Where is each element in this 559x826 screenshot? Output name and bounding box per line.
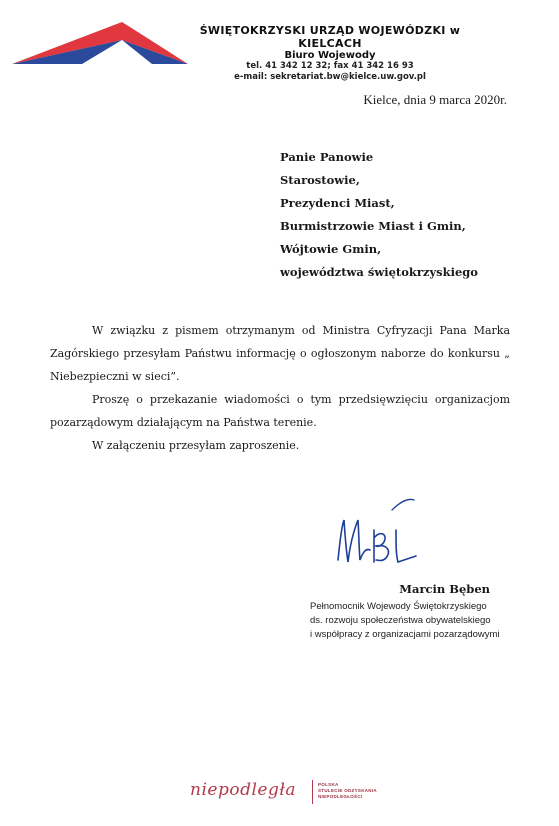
body-paragraph: W załączeniu przesyłam zaproszenie. — [92, 439, 300, 452]
signer-name: Marcin Bęben — [399, 582, 490, 596]
letter-date: Kielce, dnia 9 marca 2020r. — [363, 92, 507, 107]
recipient-line: Panie Panowie — [280, 150, 374, 164]
signer-block — [300, 582, 500, 642]
email-address: e-mail: sekretariat.bw@kielce.uw.gov.pl — [234, 72, 426, 82]
footer-caption-line: NIEPODLEGŁOŚCI — [318, 794, 363, 799]
recipient-line: Burmistrzowie Miast i Gmin, — [280, 219, 466, 233]
footer-logo-caption — [318, 782, 377, 800]
footer-divider — [312, 780, 313, 804]
signer-role-line: i współpracy z organizacjami pozarządowymi — [310, 629, 500, 640]
phone-fax: tel. 41 342 12 32; fax 41 342 16 93 — [246, 61, 414, 71]
body-paragraph: W związku z pismem otrzymanym od Ministra Cyfryzacji Pana Marka Zagórskiego przesyłam Państwu informację o ogłoszonym naborze do konkursu „ Niebezpieczni w sieci”. — [50, 324, 510, 383]
footer-caption-line: STULECIE ODZYSKANIA — [318, 788, 377, 793]
signer-role-line: ds. rozwoju społeczeństwa obywatelskiego — [310, 615, 491, 626]
handwritten-signature — [330, 490, 450, 580]
recipient-line: województwa świętokrzyskiego — [280, 265, 478, 279]
letterhead — [170, 24, 490, 83]
recipients-block — [280, 146, 478, 284]
recipient-line: Prezydenci Miast, — [280, 196, 395, 210]
niepodlegla-logo-script: niepodległa — [190, 780, 296, 800]
letter-body — [50, 319, 510, 457]
recipient-line: Starostowie, — [280, 173, 360, 187]
footer-caption-line: POLSKA — [318, 782, 339, 787]
signer-role — [310, 600, 510, 642]
organization-name: ŚWIĘTOKRZYSKI URZĄD WOJEWÓDZKI w KIELCACH — [199, 24, 461, 50]
office-name: Biuro Wojewody — [284, 50, 376, 61]
voivodeship-office-logo — [12, 14, 188, 66]
recipient-line: Wójtowie Gmin, — [280, 242, 382, 256]
body-paragraph: Proszę o przekazanie wiadomości o tym przedsięwzięciu organizacjom pozarządowym działającym na Państwa terenie. — [50, 393, 510, 429]
signer-role-line: Pełnomocnik Wojewody Świętokrzyskiego — [310, 601, 487, 612]
